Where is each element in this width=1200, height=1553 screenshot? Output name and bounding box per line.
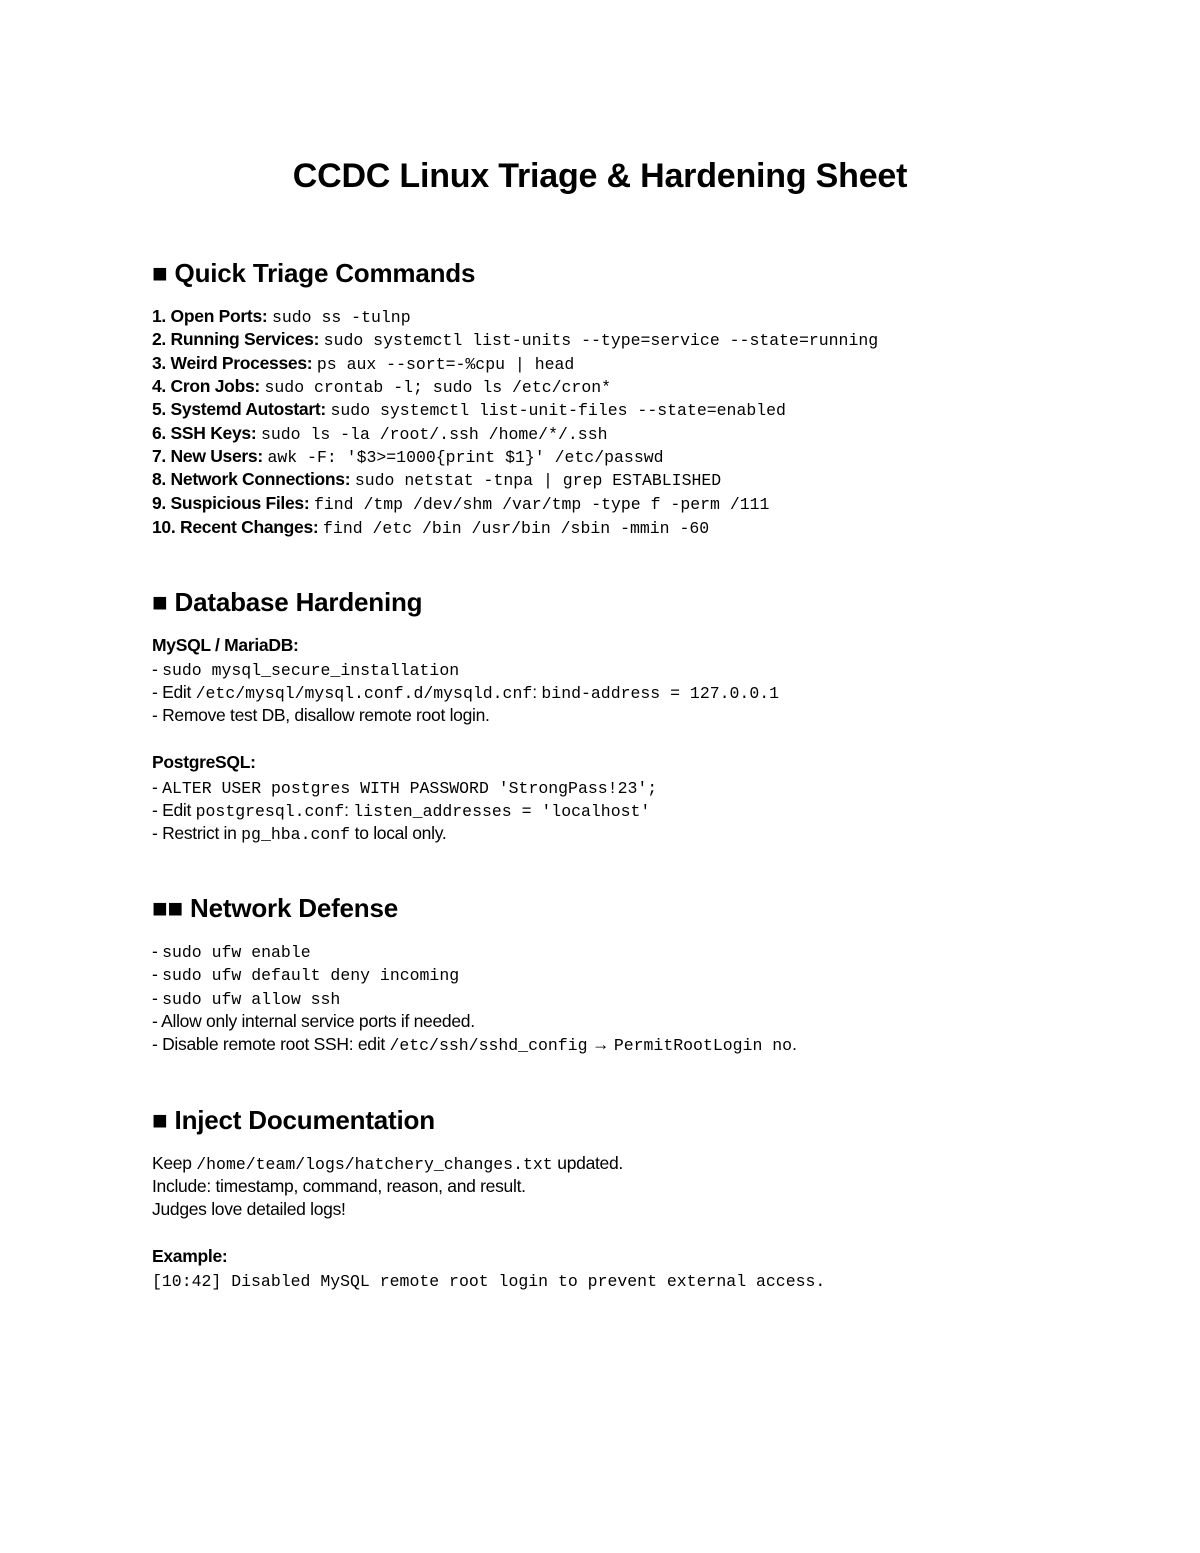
inline-code: sudo ufw default deny incoming [162,966,460,985]
inline-code: sudo ufw enable [162,943,311,962]
triage-item-label: 4. Cron Jobs: [152,376,260,396]
inject-line [152,1152,623,1176]
triage-heading [152,255,475,291]
page-title: CCDC Linux Triage & Hardening Sheet [292,157,908,195]
network-line [152,987,340,1011]
line-prefix: - Edit [152,800,196,820]
triage-item [152,468,721,492]
inject-line: Judges love detailed logs! [152,1199,346,1219]
line-suffix: updated. [552,1153,623,1173]
line-prefix: - [152,659,163,679]
triage-item-command: find /tmp /dev/shm /var/tmp -type f -perm /111 [313,495,770,514]
postgres-subheading: PostgreSQL: [152,752,256,772]
triage-item [152,516,709,540]
mysql-line [152,658,459,682]
inject-heading [152,1102,435,1138]
line-prefix: - [152,988,163,1008]
mysql-line [152,681,779,705]
network-heading-text: Network Defense [190,893,399,923]
triage-item-label: 10. Recent Changes: [152,517,319,537]
inline-code: sudo ufw allow ssh [162,990,341,1009]
triage-item-command: sudo crontab -l; sudo ls /etc/cron* [264,378,612,397]
line-prefix: Keep [152,1153,197,1173]
triage-item-command: awk -F: '$3>=1000{print $1}' /etc/passwd [267,448,664,467]
network-heading [152,890,398,926]
mysql-subheading: MySQL / MariaDB: [152,635,299,655]
postgres-line [152,822,446,846]
triage-item-label: 8. Network Connections: [152,469,351,489]
example-line [152,1269,825,1293]
arrow-right-icon: → [587,1034,614,1054]
line-prefix: - Edit [152,682,196,702]
line-prefix: - Disable remote root SSH: edit [152,1034,390,1054]
square-bullet-icon: ■ [152,1105,168,1135]
line-suffix: to local only. [350,823,447,843]
inline-code: /etc/mysql/mysql.conf.d/mysqld.cnf [195,684,533,703]
network-line [152,940,311,964]
triage-item-label: 5. Systemd Autostart: [152,399,326,419]
triage-item-command: sudo ss -tulnp [271,308,411,327]
triage-item [152,328,878,352]
example-label: Example: [152,1246,228,1266]
network-line [152,1033,797,1057]
triage-item-command: sudo systemctl list-unit-files --state=enabled [330,401,786,420]
line-prefix: - [152,777,163,797]
network-line: - Allow only internal service ports if needed. [152,1011,475,1031]
postgres-line [152,776,657,800]
inject-line: Include: timestamp, command, reason, and result. [152,1176,526,1196]
line-prefix: - [152,964,163,984]
square-bullet-icon: ■■ [152,893,184,923]
triage-item [152,375,611,399]
triage-item [152,492,769,516]
triage-item-command: sudo systemctl list-units --type=service --state=running [323,331,879,350]
triage-item-label: 7. New Users: [152,446,263,466]
inline-code: PermitRootLogin no [613,1036,793,1055]
inline-code: pg_hba.conf [241,825,351,844]
inline-code: listen_addresses = 'localhost' [353,802,651,821]
inline-code: /etc/ssh/sshd_config [389,1036,588,1055]
triage-item [152,305,411,329]
inline-code: /home/team/logs/hatchery_changes.txt [196,1155,553,1174]
triage-item-label: 3. Weird Processes: [152,353,313,373]
triage-item-label: 9. Suspicious Files: [152,493,310,513]
inject-heading-text: Inject Documentation [174,1105,435,1135]
square-bullet-icon: ■ [152,258,168,288]
inline-code: [10:42] Disabled MySQL remote root login to prevent external access. [152,1272,826,1291]
postgres-line [152,799,650,823]
triage-item-label: 6. SSH Keys: [152,423,257,443]
triage-item-command: sudo netstat -tnpa | grep ESTABLISHED [354,471,722,490]
inline-code: sudo mysql_secure_installation [162,661,460,680]
triage-heading-text: Quick Triage Commands [174,258,476,288]
triage-item-command: ps aux --sort=-%cpu | head [316,355,575,374]
triage-item [152,422,608,446]
network-line [152,963,459,987]
triage-item [152,445,664,469]
separator: : [532,682,542,702]
triage-item-command: find /etc /bin /usr/bin /sbin -mmin -60 [323,519,710,538]
triage-item-label: 1. Open Ports: [152,306,268,326]
line-suffix: . [792,1034,797,1054]
inline-code: bind-address = 127.0.0.1 [541,684,780,703]
inline-code: ALTER USER postgres WITH PASSWORD 'StrongPass!23'; [162,779,658,798]
line-prefix: - Restrict in [152,823,242,843]
mysql-line: - Remove test DB, disallow remote root login. [152,705,490,725]
triage-item [152,398,786,422]
square-bullet-icon: ■ [152,587,168,617]
database-heading [152,584,422,620]
triage-item [152,352,574,376]
triage-item-label: 2. Running Services: [152,329,320,349]
separator: : [344,800,354,820]
database-heading-text: Database Hardening [174,587,423,617]
triage-item-command: sudo ls -la /root/.ssh /home/*/.ssh [260,425,608,444]
inline-code: postgresql.conf [195,802,345,821]
line-prefix: - [152,941,163,961]
